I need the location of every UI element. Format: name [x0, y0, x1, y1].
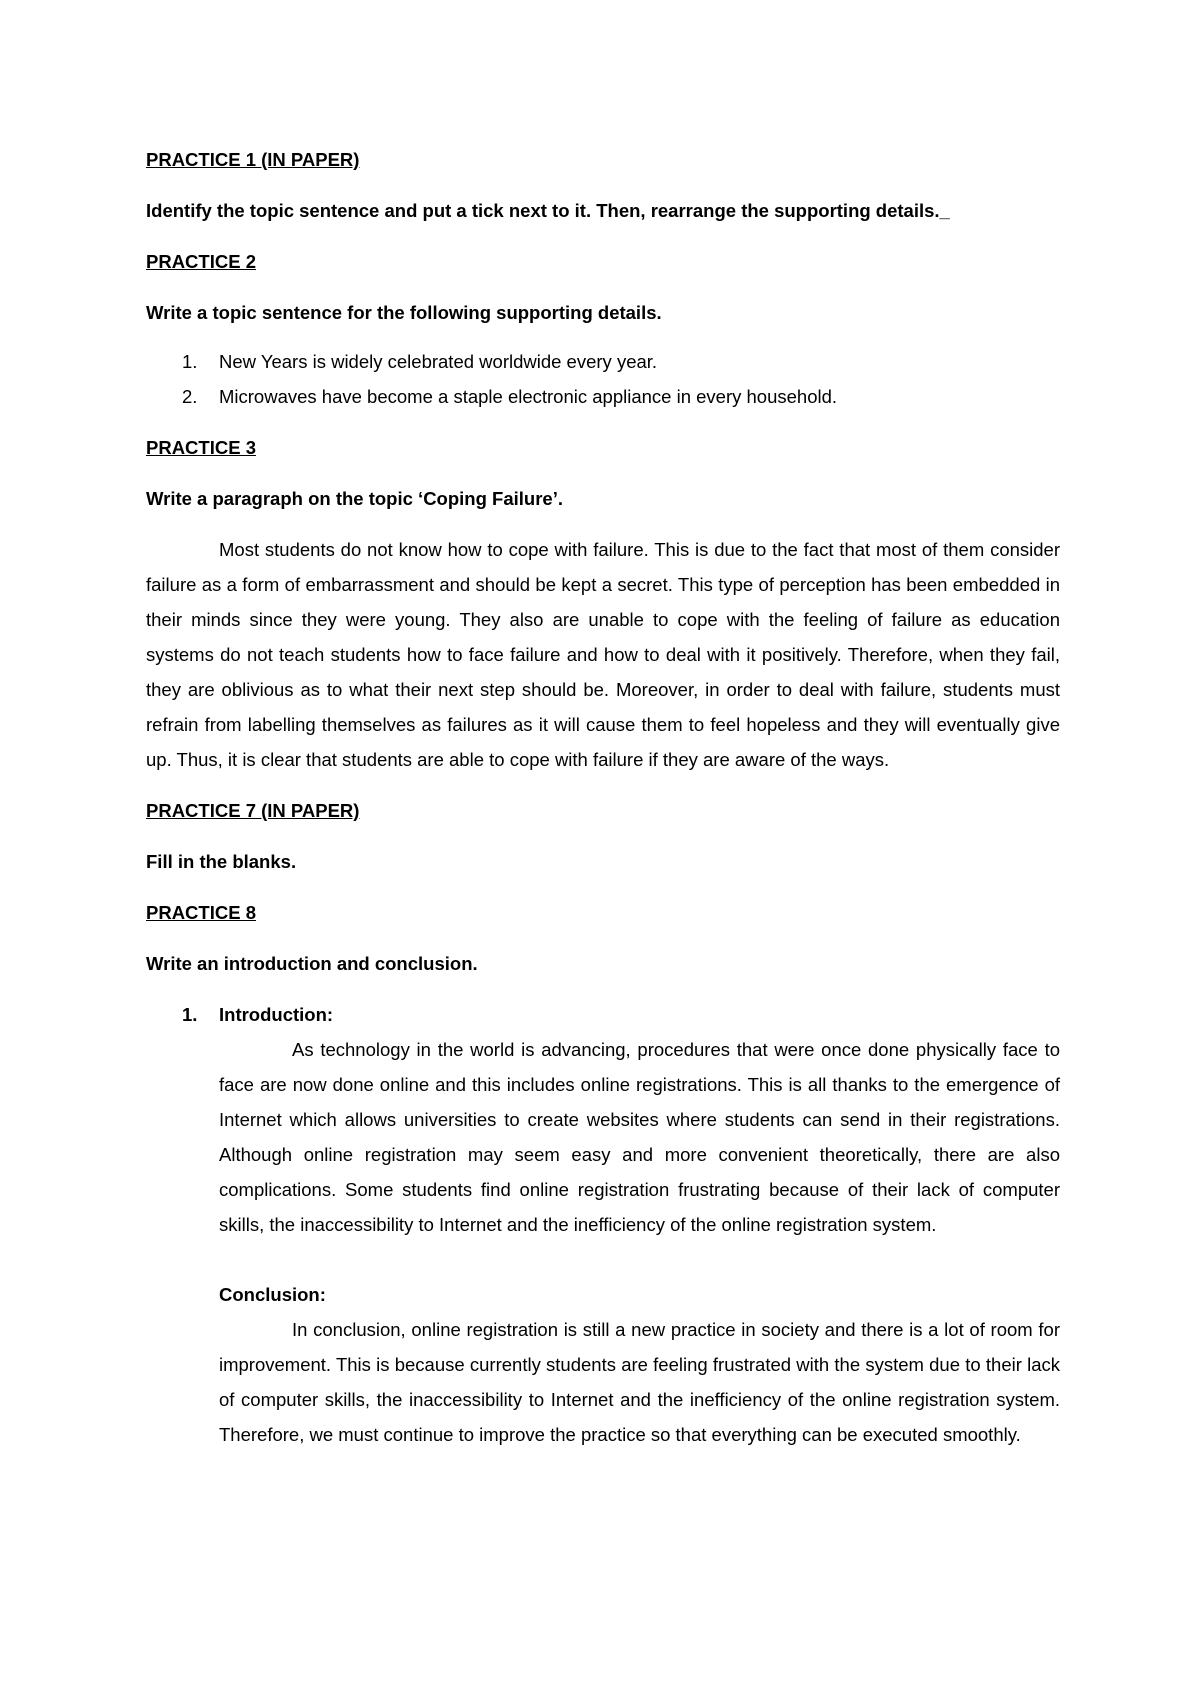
practice-8-heading: PRACTICE 8: [146, 902, 256, 923]
practice-3-paragraph: Most students do not know how to cope with failure. This is due to the fact that most of them consider failure as a form of embarrassment and should be kept a secret. This type of perception has been embedded in their minds since they were young. They also are unable to cope with the feeling of failure as education systems do not teach students how to face failure and how to deal with it positively. Therefore, when they fail, they are oblivious as to what their next step should be. Moreover, in order to deal with failure, students must refrain from labelling themselves as failures as it will cause them to feel hopeless and they will eventually give up. Thus, it is clear that students are able to cope with failure if they are aware of the ways.: [146, 539, 1060, 770]
practice-8-instruction: Write an introduction and conclusion.: [146, 953, 478, 974]
practice-7-instruction: Fill in the blanks.: [146, 851, 297, 872]
practice-2-instruction: Write a topic sentence for the following supporting details.: [146, 302, 662, 323]
document-body: [146, 142, 1060, 1452]
practice-2-list: [146, 344, 1060, 414]
list-item-text: Microwaves have become a staple electronic appliance in every household.: [219, 386, 838, 407]
conclusion-paragraph: In conclusion, online registration is still a new practice in society and there is a lot of room for improvement. This is because currently students are feeling frustrated with the system due to their lack of computer skills, the inaccessibility to Internet and the inefficiency of the online registration system. Therefore, we must continue to improve the practice so that everything can be executed smoothly.: [219, 1319, 1060, 1445]
introduction-paragraph: As technology in the world is advancing, procedures that were once done physically face to face are now done online and this includes online registrations. This is all thanks to the emergence of Internet which allows universities to create websites where students can send in their registrations. Although online registration may seem easy and more convenient theoretically, there are also complications. Some students find online registration frustrating because of their lack of computer skills, the inaccessibility to Internet and the inefficiency of the online registration system.: [219, 1039, 1060, 1235]
practice-3-instruction: Write a paragraph on the topic ‘Coping Failure’.: [146, 488, 563, 509]
list-item-number: 1.: [182, 351, 198, 372]
practice-3-heading: PRACTICE 3: [146, 437, 256, 458]
conclusion-label: Conclusion:: [219, 1284, 326, 1305]
introduction-label: Introduction:: [219, 1004, 334, 1025]
spacer: [219, 1242, 1060, 1277]
list-item: [146, 344, 1060, 379]
practice-1-heading: PRACTICE 1 (IN PAPER): [146, 149, 360, 170]
practice-8-item: [182, 997, 1060, 1452]
practice-1-instruction: Identify the topic sentence and put a tick next to it. Then, rearrange the supporting details._: [146, 200, 950, 221]
practice-8-item-number: 1.: [182, 1004, 198, 1025]
list-item: [146, 379, 1060, 414]
practice-7-heading: PRACTICE 7 (IN PAPER): [146, 800, 360, 821]
list-item-number: 2.: [182, 386, 198, 407]
practice-2-heading: PRACTICE 2: [146, 251, 256, 272]
list-item-text: New Years is widely celebrated worldwide every year.: [219, 351, 658, 372]
